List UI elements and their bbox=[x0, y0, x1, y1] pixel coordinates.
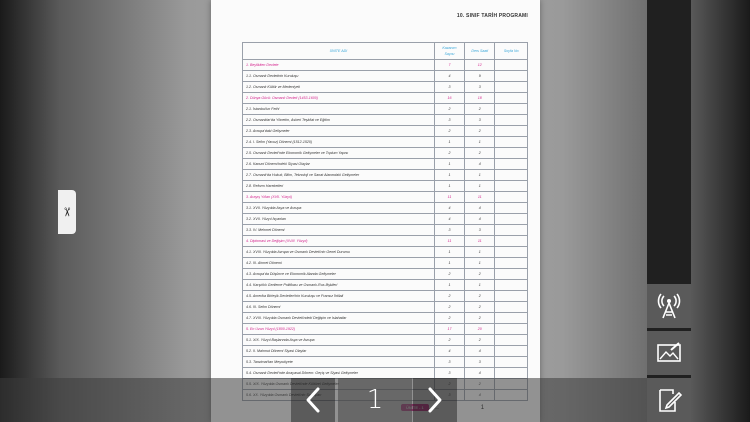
table-row bbox=[243, 148, 528, 159]
ders-saati-cell: 2 bbox=[465, 148, 495, 159]
ders-saati-cell: 1 bbox=[465, 137, 495, 148]
sayfa-no-cell bbox=[495, 324, 528, 335]
unit-name-cell: 4.3. Avrupa'da Düşünce ve Ekonomik Alanda Gelişmeler bbox=[243, 269, 435, 280]
broadcast-tower-icon bbox=[655, 292, 683, 320]
unit-name-cell: 5.4. Osmanlı Devleti'nde Anayasal Dönem: Geçiş ve Siyasi Gelişmeler bbox=[243, 368, 435, 379]
sayfa-no-cell bbox=[495, 313, 528, 324]
unit-name-cell: 2. Dünya Gücü: Osmanlı Devleti (1453-1600) bbox=[243, 93, 435, 104]
kazanim-cell: 1 bbox=[434, 181, 464, 192]
unit-name-cell: 4.7. XVIII. Yüzyılda Osmanlı Devleti'ndeki Değişim ve Islahatlar bbox=[243, 313, 435, 324]
ders-saati-cell: 12 bbox=[465, 60, 495, 71]
table-row bbox=[243, 236, 528, 247]
sayfa-no-cell bbox=[495, 203, 528, 214]
ders-saati-cell: 1 bbox=[465, 181, 495, 192]
ders-saati-cell: 3 bbox=[465, 225, 495, 236]
unit-name-cell: 2.7. Osmanlı'da Hukuk, Bilim, Teknoloji ve Sanat Alanındaki Gelişmeler bbox=[243, 170, 435, 181]
table-row bbox=[243, 225, 528, 236]
sayfa-no-cell bbox=[495, 93, 528, 104]
unit-name-cell: 5.1. XIX. Yüzyıl Başlarında Asya ve Avrupa bbox=[243, 335, 435, 346]
ders-saati-cell: 4 bbox=[465, 203, 495, 214]
unit-name-cell: 1.2. Osmanlı Kültür ve Medeniyeti bbox=[243, 82, 435, 93]
sayfa-no-cell bbox=[495, 291, 528, 302]
sayfa-no-cell bbox=[495, 104, 528, 115]
table-row bbox=[243, 335, 528, 346]
table-row bbox=[243, 258, 528, 269]
note-edit-button[interactable] bbox=[647, 378, 691, 422]
unit-name-cell: 4.1. XVIII. Yüzyılda Avrupa ve Osmanlı Devleti'nin Genel Durumu bbox=[243, 247, 435, 258]
unit-name-cell: 5.2. II. Mahmut Dönemi Siyasi Olaylar bbox=[243, 346, 435, 357]
table-row bbox=[243, 71, 528, 82]
sayfa-no-cell bbox=[495, 192, 528, 203]
sayfa-no-cell bbox=[495, 236, 528, 247]
curriculum-table bbox=[242, 42, 528, 401]
kazanim-cell: 2 bbox=[434, 291, 464, 302]
sayfa-no-cell bbox=[495, 346, 528, 357]
kazanim-cell: 2 bbox=[434, 104, 464, 115]
kazanim-cell: 4 bbox=[434, 214, 464, 225]
ders-saati-cell: 3 bbox=[465, 82, 495, 93]
table-row bbox=[243, 170, 528, 181]
kazanim-cell: 11 bbox=[434, 236, 464, 247]
unit-name-cell: 3.1. XVII. Yüzyılda Asya ve Avrupa bbox=[243, 203, 435, 214]
header-sayfa-no: Soyfa No bbox=[495, 43, 528, 60]
ders-saati-cell: 2 bbox=[465, 335, 495, 346]
table-row bbox=[243, 214, 528, 225]
header-unit-name: ÜNİTE ADI bbox=[243, 43, 435, 60]
unit-name-cell: 4.6. III. Selim Dönemi bbox=[243, 302, 435, 313]
unit-name-cell: 1. Beyliklten Devlete bbox=[243, 60, 435, 71]
ders-saati-cell: 3 bbox=[465, 115, 495, 126]
unit-name-cell: 2.6. Kanuni Dönemi'ndeki Siyasi Olaylar bbox=[243, 159, 435, 170]
table-row bbox=[243, 137, 528, 148]
kazanim-cell: 7 bbox=[434, 60, 464, 71]
ders-saati-cell: 11 bbox=[465, 236, 495, 247]
kazanim-cell: 1 bbox=[434, 247, 464, 258]
side-panel-toggle[interactable] bbox=[58, 190, 76, 234]
kazanim-cell: 2 bbox=[434, 302, 464, 313]
table-row bbox=[243, 302, 528, 313]
unit-name-cell: 2.2. Osmanlılar'da Yönetim, Askeri Teşkilat ve Eğitim bbox=[243, 115, 435, 126]
unit-name-cell: 2.1. İstanbul'un Fethi bbox=[243, 104, 435, 115]
sayfa-no-cell bbox=[495, 225, 528, 236]
unit-name-cell: 2.4. I. Selim (Yavuz) Dönemi (1512-1520) bbox=[243, 137, 435, 148]
sayfa-no-cell bbox=[495, 247, 528, 258]
kazanim-cell: 1 bbox=[434, 159, 464, 170]
ders-saati-cell: 20 bbox=[465, 324, 495, 335]
previous-page-button[interactable] bbox=[291, 378, 335, 422]
ders-saati-cell: 4 bbox=[465, 159, 495, 170]
ders-saati-cell: 9 bbox=[465, 71, 495, 82]
document-page bbox=[211, 0, 540, 422]
sayfa-no-cell bbox=[495, 159, 528, 170]
unit-name-cell: 3. Arayış Yılları (XVII. Yüzyıl) bbox=[243, 192, 435, 203]
table-row bbox=[243, 159, 528, 170]
ders-saati-cell: 4 bbox=[465, 346, 495, 357]
table-row bbox=[243, 192, 528, 203]
kazanim-cell: 1 bbox=[434, 280, 464, 291]
table-row bbox=[243, 203, 528, 214]
ders-saati-cell: 11 bbox=[465, 192, 495, 203]
sayfa-no-cell bbox=[495, 170, 528, 181]
unit-name-cell: 4.5. Amerika Birleşik Devletleri'nin Kuruluşu ve Fransız İhtilali bbox=[243, 291, 435, 302]
unit-name-cell: 3.2. XVII. Yüzyıl İsyanları bbox=[243, 214, 435, 225]
table-row bbox=[243, 313, 528, 324]
current-page-indicator[interactable] bbox=[338, 378, 412, 422]
ders-saati-cell: 2 bbox=[465, 313, 495, 324]
sayfa-no-cell bbox=[495, 368, 528, 379]
header-ders-saati: Ders Saati bbox=[465, 43, 495, 60]
table-header-row bbox=[243, 43, 528, 60]
unit-name-cell: 4.2. III. Ahmet Dönemi bbox=[243, 258, 435, 269]
table-row bbox=[243, 126, 528, 137]
sayfa-no-cell bbox=[495, 280, 528, 291]
table-row bbox=[243, 82, 528, 93]
sayfa-no-cell bbox=[495, 269, 528, 280]
pin-icon: ✂ bbox=[60, 206, 74, 218]
ders-saati-cell: 1 bbox=[465, 170, 495, 181]
note-edit-icon bbox=[655, 386, 683, 414]
table-row bbox=[243, 346, 528, 357]
kazanim-cell: 4 bbox=[434, 346, 464, 357]
table-row bbox=[243, 104, 528, 115]
sayfa-no-cell bbox=[495, 357, 528, 368]
current-page-number: 1 bbox=[366, 385, 384, 415]
chevron-left-icon bbox=[303, 386, 323, 414]
kazanim-cell: 4 bbox=[434, 71, 464, 82]
sayfa-no-cell bbox=[495, 126, 528, 137]
broadcast-button[interactable] bbox=[647, 284, 691, 328]
sayfa-no-cell bbox=[495, 302, 528, 313]
kazanim-cell: 17 bbox=[434, 324, 464, 335]
kazanim-cell: 2 bbox=[434, 269, 464, 280]
kazanim-cell: 1 bbox=[434, 258, 464, 269]
ders-saati-cell: 1 bbox=[465, 280, 495, 291]
image-edit-button[interactable] bbox=[647, 331, 691, 375]
ders-saati-cell: 2 bbox=[465, 291, 495, 302]
image-edit-icon bbox=[655, 339, 683, 367]
unit-name-cell: 4.4. Karşılıklı Gerileme Politikası ve Osmanlı-Rus İlişkileri bbox=[243, 280, 435, 291]
chevron-right-icon bbox=[425, 386, 445, 414]
ders-saati-cell: 4 bbox=[465, 368, 495, 379]
unit-name-cell: 2.3. Avrupa'daki Gelişmeler bbox=[243, 126, 435, 137]
table-body bbox=[243, 60, 528, 401]
kazanim-cell: 2 bbox=[434, 335, 464, 346]
table-row bbox=[243, 280, 528, 291]
ders-saati-cell: 2 bbox=[465, 126, 495, 137]
kazanim-cell: 11 bbox=[434, 192, 464, 203]
kazanim-cell: 4 bbox=[434, 203, 464, 214]
sayfa-no-cell bbox=[495, 335, 528, 346]
table-row bbox=[243, 324, 528, 335]
page-header: 10. SINIF TARİH PROGRAMI bbox=[456, 13, 528, 19]
table-row bbox=[243, 291, 528, 302]
sayfa-no-cell bbox=[495, 60, 528, 71]
table-row bbox=[243, 115, 528, 126]
unit-name-cell: 2.8. Reform Hareketleri bbox=[243, 181, 435, 192]
ders-saati-cell: 18 bbox=[465, 93, 495, 104]
next-page-button[interactable] bbox=[413, 378, 457, 422]
ders-saati-cell: 3 bbox=[465, 357, 495, 368]
sayfa-no-cell bbox=[495, 137, 528, 148]
table-row bbox=[243, 247, 528, 258]
table-row bbox=[243, 269, 528, 280]
sayfa-no-cell bbox=[495, 148, 528, 159]
kazanim-cell: 1 bbox=[434, 137, 464, 148]
unit-name-cell: 5. En Uzun Yüzyıl (1800-1922) bbox=[243, 324, 435, 335]
kazanim-cell: 3 bbox=[434, 225, 464, 236]
kazanim-cell: 2 bbox=[434, 313, 464, 324]
header-kazanim: Kazanım Sayısı bbox=[434, 43, 464, 60]
kazanim-cell: 3 bbox=[434, 368, 464, 379]
ders-saati-cell: 1 bbox=[465, 258, 495, 269]
ders-saati-cell: 2 bbox=[465, 269, 495, 280]
sayfa-no-cell bbox=[495, 115, 528, 126]
kazanim-cell: 2 bbox=[434, 126, 464, 137]
unit-name-cell: 1.1. Osmanlı Devletinin Kuruluşu bbox=[243, 71, 435, 82]
unit-name-cell: 5.3. Tanzimat'tan Meşrutiyete bbox=[243, 357, 435, 368]
kazanim-cell: 3 bbox=[434, 115, 464, 126]
sayfa-no-cell bbox=[495, 214, 528, 225]
sayfa-no-cell bbox=[495, 71, 528, 82]
unit-name-cell: 4. Diplomasi ve Değişim (XVIII. Yüzyıl) bbox=[243, 236, 435, 247]
sayfa-no-cell bbox=[495, 181, 528, 192]
ders-saati-cell: 2 bbox=[465, 302, 495, 313]
kazanim-cell: 3 bbox=[434, 357, 464, 368]
kazanim-cell: 2 bbox=[434, 148, 464, 159]
unit-name-cell: 2.5. Osmanlı Devleti'nde Ekonomik Gelişmeler ve Toplum Yapısı bbox=[243, 148, 435, 159]
unit-name-cell: 3.3. IV. Mehmet Dönemi bbox=[243, 225, 435, 236]
kazanim-cell: 3 bbox=[434, 82, 464, 93]
ders-saati-cell: 2 bbox=[465, 104, 495, 115]
sayfa-no-cell bbox=[495, 258, 528, 269]
sayfa-no-cell bbox=[495, 82, 528, 93]
table-row bbox=[243, 60, 528, 71]
kazanim-cell: 1 bbox=[434, 170, 464, 181]
table-row bbox=[243, 181, 528, 192]
table-row bbox=[243, 357, 528, 368]
table-row bbox=[243, 368, 528, 379]
table-row bbox=[243, 93, 528, 104]
kazanim-cell: 16 bbox=[434, 93, 464, 104]
ders-saati-cell: 4 bbox=[465, 214, 495, 225]
ders-saati-cell: 1 bbox=[465, 247, 495, 258]
